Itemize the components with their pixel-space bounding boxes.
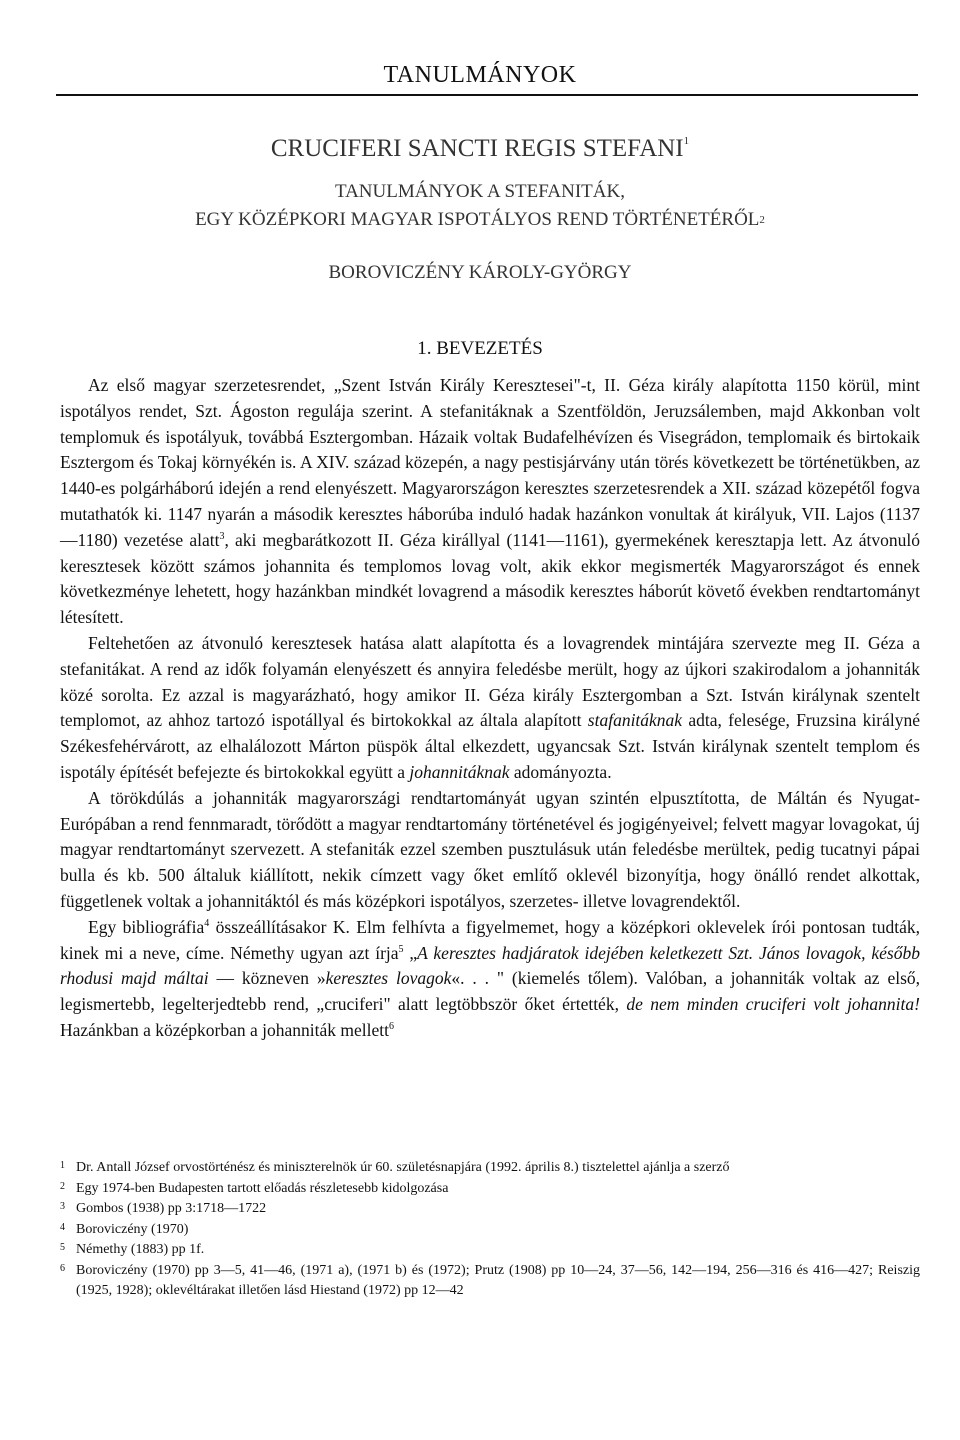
paragraph <box>60 373 920 631</box>
footnote-number: 5 <box>60 1242 65 1253</box>
footnote-text: Boroviczény (1970) pp 3—5, 41—46, (1971 a), (1971 b) és (1972); Prutz (1908) pp 10—24, 37—56, 142—194, 256—316 és 416—427; Reiszig (1925, 1928); oklevéltárakat illetően lásd Hiestand (1972) pp 12—42 <box>76 1262 920 1298</box>
footnote <box>60 1220 920 1241</box>
footnote-ref[interactable]: 2 <box>759 214 765 226</box>
footnote-text: Dr. Antall József orvostörténész és miniszterelnök úr 60. születésnapjára (1992. április 8.) tisztelettel ajánlja a szerző <box>76 1160 730 1175</box>
italic-term: johannitáknak <box>409 761 510 782</box>
footnote-text: Boroviczény (1970) <box>76 1221 189 1237</box>
text-run: összeállításakor K. Elm felhívta a figyelmemet, hogy a középkori oklevelek írói pontosan tudták, kinek mi a neve, címe. Némethy ugyan azt írja <box>60 916 920 963</box>
footnote-number: 3 <box>60 1201 65 1212</box>
footnote <box>60 1261 920 1302</box>
text-run: «. . . " (kiemelés tőlem). Valóban, a johanniták voltak az első, legismertebb, legelterjedtebb rend, „cruciferi" alatt legtöbbször őket értették, <box>60 968 921 1015</box>
section-label: TANULMÁNYOK <box>383 62 577 88</box>
footnote-ref[interactable]: 1 <box>683 135 690 147</box>
text-run: adományozta. <box>509 761 612 782</box>
header-rule <box>56 94 918 96</box>
paragraph: A törökdúlás a johanniták magyarországi rendtartományát ugyan szintén elpusztította, de Máltán és Nyugat-Európában a rend fennmaradt, törődött a magyar rendtartomány történetével és jogigényeivel; felvett magyar lovagokat, új magyar rendtartományt szervezett. A stefaniták ezzel szemben pusztulásuk után feledésbe merültek, pedig tucatnyi pápai bulla és kb. 500 általuk kiállított, nekik címzett vagy őket említő oklevél bizonyítja, hogy önálló rendet alkottak, függetlenek voltak a johannitáktól és más középkori ispotályos, szerzetes- illetve lovagrendektől. <box>60 787 920 911</box>
text-run: Egy bibliográfia <box>88 916 205 937</box>
italic-term: stafanitáknak <box>587 710 683 731</box>
paragraph <box>60 631 920 786</box>
footnote <box>60 1240 920 1261</box>
article-subtitle <box>0 178 960 234</box>
italic-emphasis: de nem minden cruciferi volt johannita! <box>626 994 920 1015</box>
subtitle-line <box>0 206 960 234</box>
article-title <box>0 135 960 163</box>
text-run: , aki megbarátkozott II. Géza királlyal (1141—1161), gyermekének keresztapja lett. Az átvonuló keresztesek között számos johannita és templomos lovag volt, akik ekkor megismerték Magyarországot és ennek következménye lehetett, hogy hazánkban mindkét lovagrend a második keresztes háborút követő években rendtartományt létesített. <box>60 529 920 628</box>
footnote-ref[interactable]: 4 <box>204 917 210 929</box>
text-run: „ <box>403 942 418 963</box>
footnote-number: 2 <box>60 1180 65 1192</box>
italic-quote: A keresztes hadjáratok idejében keletkezett Szt. János lovagok, később rhodusi majd máltai <box>60 942 920 989</box>
article-body <box>60 373 920 1044</box>
text-run: Az első magyar szerzetesrendet, „Szent István Király Keresztesei"-t, II. Géza király alapította 1150 körül, mint ispotályos rendet, Szt. Ágoston regulája szerint. A stefanitáknak a Szentföldön, Jeruzsálemben, majd Akkonban volt templomuk és ispotályuk, továbbá Esztergomban. Házaik voltak Budafelhévízen és Visegrádon, templomaik és birtokaik Esztergom és Tokaj környékén is. A XIV. század közepén, a nagy pestisjárvány után törés következett be történetükben, az 1440-es polgárháború idején a rend elenyészett. Magyarországon keresztes szerzetesrendek a XII. század közepétől fogva mutathatók ki. 1147 nyarán a második keresztes háborúba induló hadak hazánkon vonultak át királyuk, VII. Lajos (1137—1180) vezetése alatt <box>60 375 920 550</box>
footnote-text: Gombos (1938) pp 3:1718—1722 <box>76 1201 267 1216</box>
footnote-number: 1 <box>60 1160 65 1171</box>
text-run: adta, felesége, Fruzsina királyné Székesfehérvárott, az elhalálozott Márton püspök által elkezdett, ugyancsak Szt. István királynak szentelt templom és ispotály építését befejezte és birtokokkal együtt a <box>60 710 920 782</box>
footnote <box>60 1199 920 1220</box>
footnote <box>60 1158 920 1179</box>
subtitle-line: TANULMÁNYOK A STEFANITÁK, <box>335 181 625 202</box>
text-run: Feltehetően az átvonuló keresztesek hatása alatt alapította és a lovagrendek mintájára szervezte meg II. Géza a stefanitákat. A rend az idők folyamán elenyészett és annyira feledésbe merült, hogy az újkori szakirodalom a johanniták közé sorolta. Ez azzal is magyarázható, hogy amikor II. Géza király Esztergomban a Szt. István királynak szentelt templomot, az ahhoz tartozó ispotállyal és birtokokkal az általa alapított <box>60 632 920 731</box>
text-run: Hazánkban a középkorban a johanniták mellett <box>60 1019 389 1040</box>
footnote-text: Egy 1974-ben Budapesten tartott előadás részletesebb kidolgozása <box>76 1180 449 1196</box>
section-heading: 1. BEVEZETÉS <box>417 338 543 359</box>
footnote-text: Némethy (1883) pp 1f. <box>76 1242 205 1257</box>
italic-quote: keresztes lovagok <box>325 968 452 989</box>
author-name: BOROVICZÉNY KÁROLY-GYÖRGY <box>328 262 632 283</box>
article-title-text: CRUCIFERI SANCTI REGIS STEFANI <box>270 135 684 162</box>
footnote-ref[interactable]: 5 <box>398 943 404 955</box>
footnote-ref[interactable]: 3 <box>219 530 225 542</box>
text-run: — közneven » <box>208 968 326 989</box>
footnote-number: 4 <box>60 1221 65 1233</box>
footnote <box>60 1179 920 1200</box>
footnote-ref[interactable]: 6 <box>388 1021 394 1033</box>
footnote-number: 6 <box>60 1262 65 1274</box>
paragraph <box>60 915 920 1044</box>
footnotes <box>60 1158 920 1302</box>
subtitle-line-text: EGY KÖZÉPKORI MAGYAR ISPOTÁLYOS REND TÖRTÉNETÉRŐL <box>195 209 760 230</box>
